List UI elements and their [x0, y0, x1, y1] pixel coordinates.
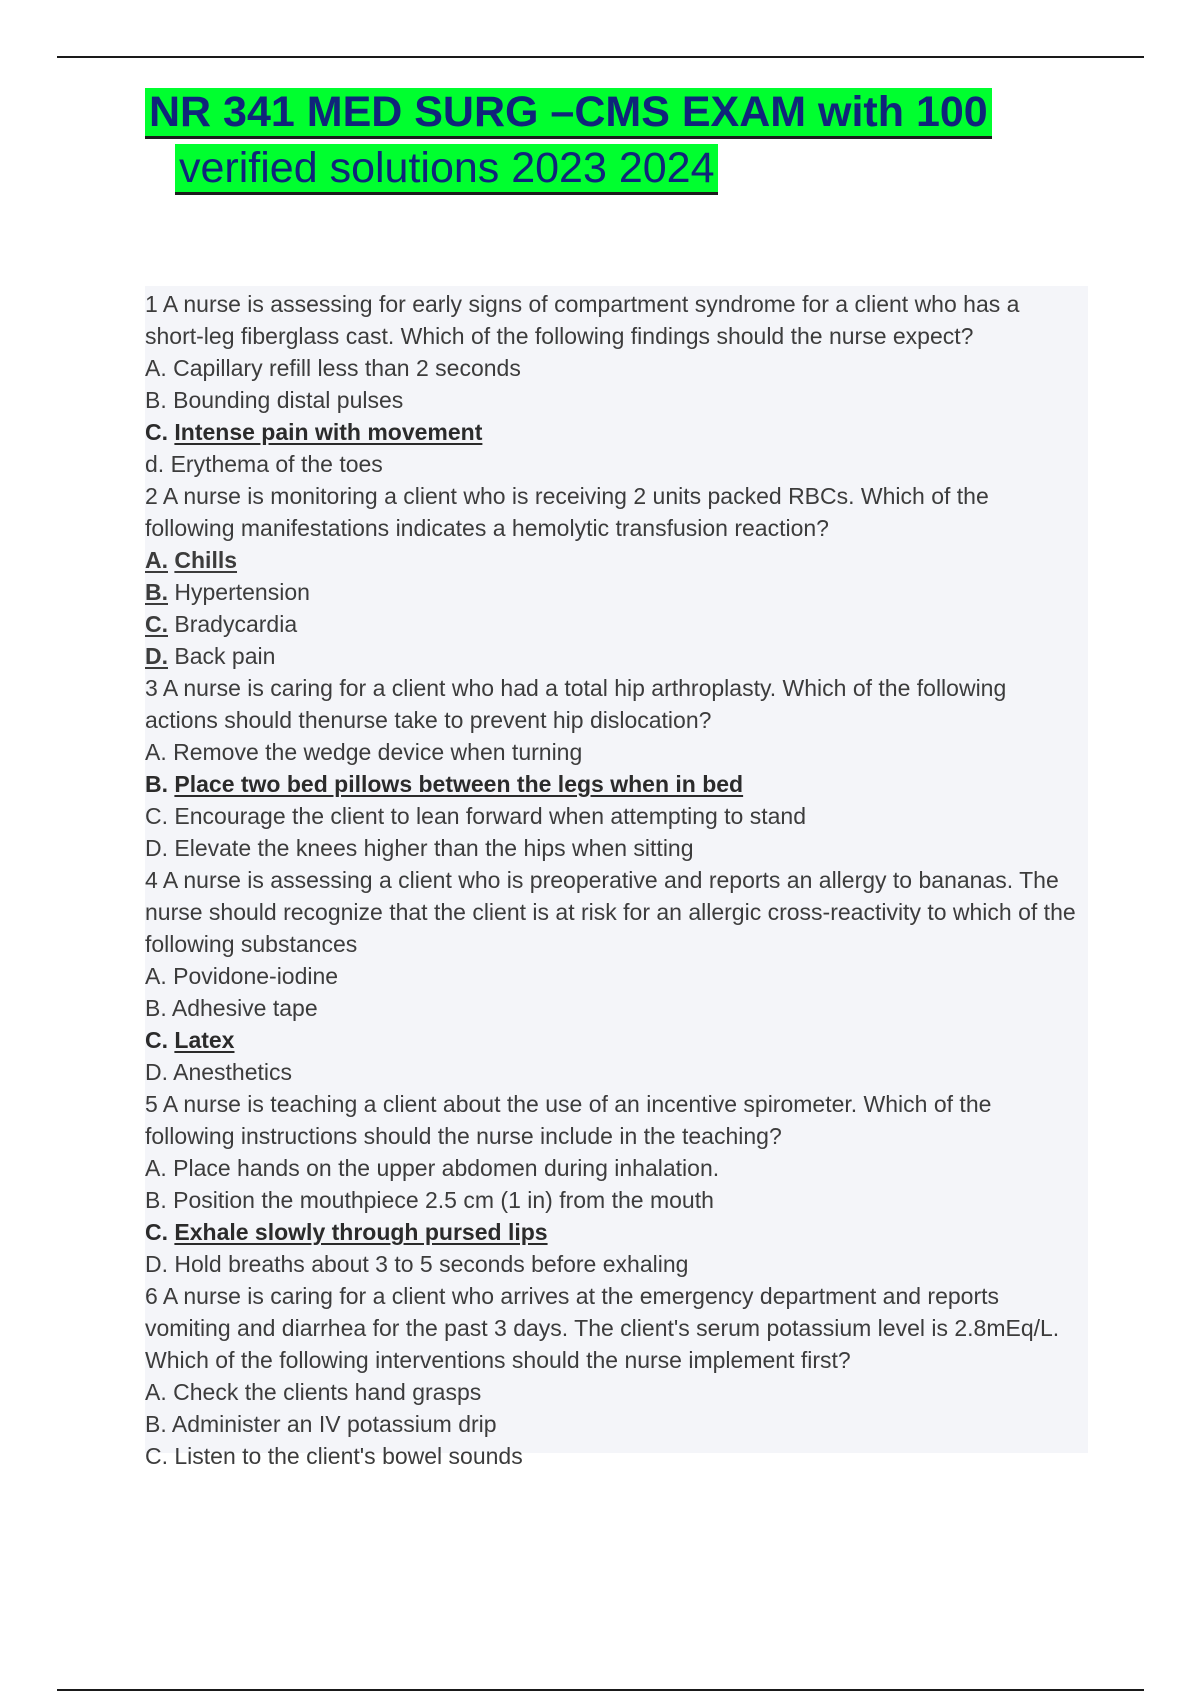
question-5-option-b: B. Position the mouthpiece 2.5 cm (1 in) from the mouth: [145, 1187, 714, 1213]
question-6-option-a: A. Check the clients hand grasps: [145, 1379, 482, 1405]
question-6-stem: 6 A nurse is caring for a client who arrives at the emergency department and reports vomiting and diarrhea for the past 3 days. The client's serum potassium level is 2.8mEq/L. Which of the following interventions should the nurse implement first?: [145, 1283, 1060, 1373]
question-3-option-d: D. Elevate the knees higher than the hips when sitting: [145, 835, 694, 861]
question-2-option-a: [145, 544, 1080, 576]
question-4-stem: 4 A nurse is assessing a client who is preoperative and reports an allergy to bananas. The nurse should recognize that the client is at risk for an allergic cross-reactivity to which of the following substances: [145, 867, 1076, 957]
question-5-option-d: D. Hold breaths about 3 to 5 seconds before exhaling: [145, 1251, 689, 1277]
question-4-option-b: B. Adhesive tape: [145, 995, 318, 1021]
question-1-option-b: B. Bounding distal pulses: [145, 387, 404, 413]
answer-text: Exhale slowly through pursed lips: [174, 1219, 548, 1245]
question-1-option-d: d. Erythema of the toes: [145, 451, 383, 477]
question-2-option-d: [145, 640, 1080, 672]
question-3-stem: 3 A nurse is caring for a client who had a total hip arthroplasty. Which of the following actions should thenurse take to prevent hip dislocation?: [145, 675, 1007, 733]
question-4-correct-answer: [145, 1024, 1080, 1056]
question-6-option-b: B. Administer an IV potassium drip: [145, 1411, 497, 1437]
top-rule: [57, 56, 1144, 58]
questions-list: [145, 288, 1080, 1472]
option-text-correct: Chills: [174, 547, 238, 573]
title-line-1: NR 341 MED SURG –CMS EXAM with 100: [145, 88, 992, 136]
question-3-correct-answer: [145, 768, 1080, 800]
option-letter: A.: [145, 547, 168, 573]
title-line-2: verified solutions 2023 2024: [175, 144, 718, 192]
option-letter: C.: [145, 611, 168, 637]
question-5-correct-answer: [145, 1216, 1080, 1248]
answer-text: Intense pain with movement: [174, 419, 483, 445]
answer-text: Latex: [174, 1027, 235, 1053]
question-2-option-b: [145, 576, 1080, 608]
question-2-option-c: [145, 608, 1080, 640]
question-4-option-d: D. Anesthetics: [145, 1059, 293, 1085]
question-5-stem: 5 A nurse is teaching a client about the use of an incentive spirometer. Which of the following instructions should the nurse include in the teaching?: [145, 1091, 992, 1149]
question-1-correct-answer: [145, 416, 1080, 448]
question-4-option-a: A. Povidone-iodine: [145, 963, 339, 989]
document-title: [145, 84, 1125, 196]
bottom-rule: [57, 1689, 1144, 1691]
option-letter: D.: [145, 643, 168, 669]
question-5-option-a: A. Place hands on the upper abdomen during inhalation.: [145, 1155, 720, 1181]
question-1-stem: 1 A nurse is assessing for early signs of compartment syndrome for a client who has a short-leg fiberglass cast. Which of the following findings should the nurse expect?: [145, 291, 1020, 349]
answer-letter: C.: [145, 1219, 168, 1245]
option-text: Hypertension: [174, 579, 310, 605]
question-3-option-a: A. Remove the wedge device when turning: [145, 739, 583, 765]
option-text: Back pain: [174, 643, 276, 669]
question-2-stem: 2 A nurse is monitoring a client who is receiving 2 units packed RBCs. Which of the following manifestations indicates a hemolytic transfusion reaction?: [145, 483, 989, 541]
answer-letter: B.: [145, 771, 168, 797]
answer-letter: C.: [145, 419, 168, 445]
option-text: Bradycardia: [174, 611, 298, 637]
question-1-option-a: A. Capillary refill less than 2 seconds: [145, 355, 521, 381]
answer-letter: C.: [145, 1027, 168, 1053]
question-6-option-c: C. Listen to the client's bowel sounds: [145, 1443, 523, 1469]
answer-text: Place two bed pillows between the legs when in bed: [174, 771, 744, 797]
option-letter: B.: [145, 579, 168, 605]
question-3-option-c: C. Encourage the client to lean forward when attempting to stand: [145, 803, 807, 829]
